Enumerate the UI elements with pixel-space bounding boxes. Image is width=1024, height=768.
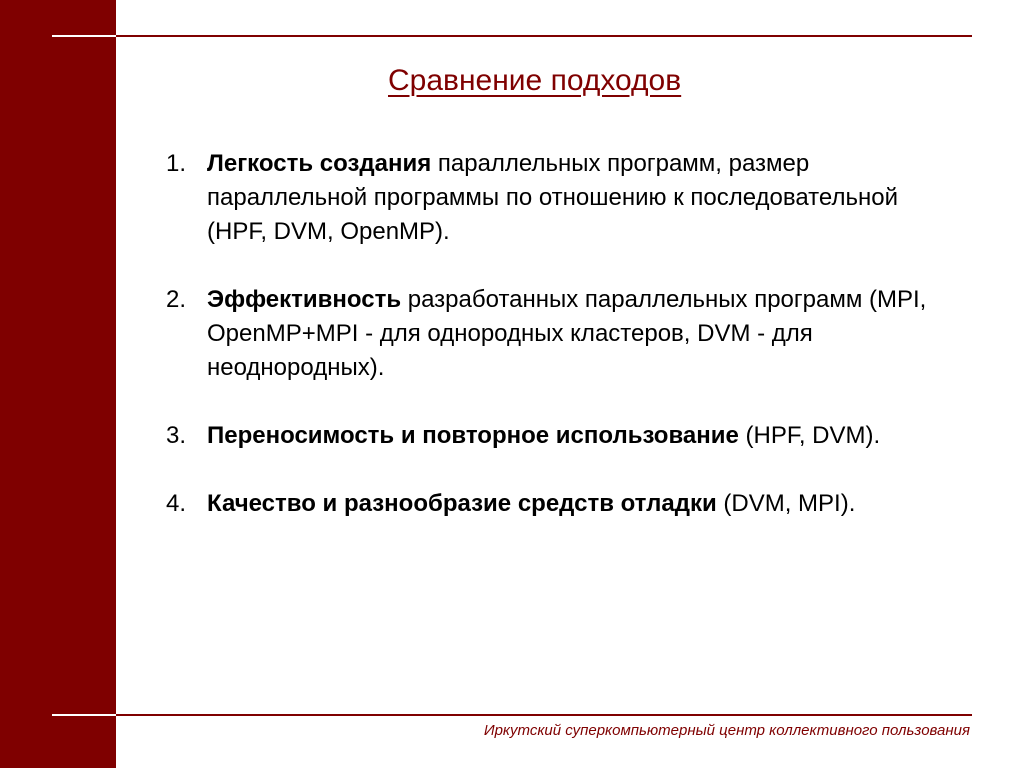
top-divider bbox=[52, 35, 972, 37]
comparison-list bbox=[166, 147, 946, 555]
bottom-divider-gap bbox=[52, 714, 116, 716]
list-item-number: 3. bbox=[166, 422, 187, 449]
slide-title: Сравнение подходов bbox=[388, 64, 682, 97]
list-item bbox=[166, 147, 946, 249]
bottom-divider bbox=[52, 714, 972, 716]
list-item bbox=[166, 283, 946, 385]
list-item-text: (HPF, DVM). bbox=[738, 422, 881, 449]
list-item-heading: Переносимость и повторное использование bbox=[207, 422, 739, 449]
list-item-number: 4. bbox=[166, 490, 187, 517]
list-item-text: (DVM, MPI). bbox=[716, 490, 856, 517]
top-divider-gap bbox=[52, 35, 116, 37]
list-item-heading: Легкость создания bbox=[207, 150, 432, 177]
list-item-number: 2. bbox=[166, 286, 187, 313]
list-item-heading: Эффективность bbox=[207, 286, 402, 313]
footer-caption: Иркутский суперкомпьютерный центр коллективного пользования bbox=[483, 722, 970, 739]
list-item bbox=[166, 419, 946, 453]
list-item bbox=[166, 487, 946, 521]
list-item-heading: Качество и разнообразие средств отладки bbox=[207, 490, 717, 517]
list-item-text: параллельных программ, размер параллельной программы по отношению к последовательной (HPF, DVM, OpenMP). bbox=[207, 150, 898, 245]
list-item-text: разработанных параллельных программ (MPI, OpenMP+MPI - для однородных кластеров, DVM - для неоднородных). bbox=[207, 286, 927, 381]
list-item-number: 1. bbox=[166, 150, 187, 177]
sidebar-bar bbox=[0, 0, 116, 768]
